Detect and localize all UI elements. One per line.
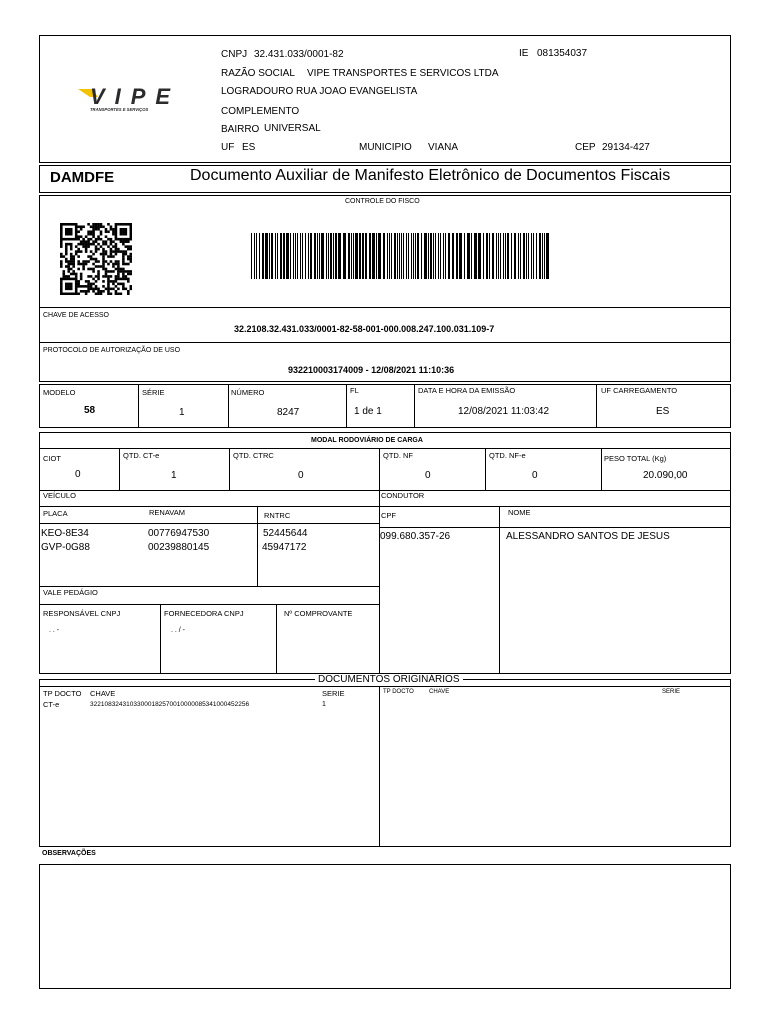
qtd-nfe-label: QTD. NF-e [489,451,526,460]
tp-docto-label: TP DOCTO [43,689,82,698]
divider [40,307,730,308]
modal-title: MODAL RODOVIÁRIO DE CARGA [311,437,423,444]
chave-label: CHAVE [90,689,116,698]
doc-serie-value: 1 [322,701,326,708]
responsavel-cnpj-value: . . - [49,627,60,634]
rntrc-value: 52445644 [263,528,308,539]
emissao-label: DATA E HORA DA EMISSÃO [418,386,516,395]
qtd-nf-label: QTD. NF [383,451,413,460]
observacoes-label: OBSERVAÇÕES [42,850,96,857]
controle-fisco-label: CONTROLE DO FISCO [345,198,420,205]
placa-label: PLACA [43,509,68,518]
uf-label: UF [221,142,235,153]
ident-row [39,384,731,428]
bairro-label: BAIRRO [221,124,260,135]
doc-chave-value: 32210832431033000182570010000085341000452256 [90,701,250,708]
barcode [251,233,551,279]
placa-value: GVP-0G88 [41,542,90,553]
chave-acesso-label: CHAVE DE ACESSO [43,312,110,319]
doc-tp-value: CT-e [43,700,60,709]
ciot-value: 0 [75,469,81,480]
ie-value: 081354037 [537,48,588,59]
modelo-label: MODELO [43,388,76,397]
fornecedora-cnpj-label: FORNECEDORA CNPJ [164,609,244,618]
company-logo [76,83,176,113]
doc-title: Documento Auxiliar de Manifesto Eletrônico de Documentos Fiscais [190,167,671,184]
protocolo-label: PROTOCOLO DE AUTORIZAÇÃO DE USO [43,347,181,354]
fornecedora-cnpj-value: . . / - [171,627,185,634]
fl-value: 1 de 1 [354,406,382,417]
placa-value: KEO-8E34 [41,528,89,539]
uf-carregamento-value: ES [656,406,670,417]
peso-label: PESO TOTAL (Kg) [604,454,667,463]
rntrc-value: 45947172 [262,542,307,553]
logradouro-label: LOGRADOURO [221,86,294,97]
bairro-value: UNIVERSAL [264,123,321,134]
complemento-label: COMPLEMENTO [221,106,300,117]
responsavel-cnpj-label: RESPONSÁVEL CNPJ [43,609,121,618]
cep-label: CEP [575,142,596,153]
razao-label: RAZÃO SOCIAL [221,68,295,79]
serie-label: SÉRIE [142,388,165,397]
cnpj-value: 32.431.033/0001-82 [254,49,344,60]
chave-label-right: CHAVE [429,689,450,695]
renavam-value: 00776947530 [148,528,210,539]
nome-label: NOME [508,508,531,517]
serie-value: 1 [179,407,185,418]
rntrc-label: RNTRC [264,511,291,520]
peso-value: 20.090,00 [643,470,688,481]
renavam-value: 00239880145 [148,542,210,553]
cpf-label: CPF [381,511,396,520]
qtd-cte-label: QTD. CT-e [123,451,160,460]
logo-wordmark: VIPE [90,84,170,109]
observacoes-box [39,864,731,989]
chave-acesso-value: 32.2108.32.431.033/0001-82-58-001-000.008.247.100.031.109-7 [234,324,495,334]
fl-label: FL [350,386,359,395]
qr-code [60,223,132,295]
numero-value: 8247 [277,407,300,418]
documentos-title: DOCUMENTOS ORIGINÁRIOS [315,675,463,685]
cep-value: 29134-427 [602,142,650,153]
cpf-value: 099.680.357-26 [380,531,451,542]
qtd-ctrc-value: 0 [298,470,304,481]
documentos-section [39,674,731,847]
condutor-label: CONDUTOR [381,491,425,500]
logo-subtext: TRANSPORTES E SERVIÇOS [90,107,149,112]
ie-label: IE [519,48,529,59]
comprovante-label: Nº COMPROVANTE [284,609,353,618]
doc-code: DAMDFE [50,169,115,186]
logradouro-value: RUA JOAO EVANGELISTA [296,86,418,97]
nome-value: ALESSANDRO SANTOS DE JESUS [506,531,670,542]
uf-carregamento-label: UF CARREGAMENTO [601,386,678,395]
modelo-value: 58 [84,405,96,416]
serie-label: SERIE [322,689,345,698]
qtd-cte-value: 1 [171,470,177,481]
ciot-label: CIOT [43,454,61,463]
municipio-value: VIANA [428,142,459,153]
municipio-label: MUNICIPIO [359,142,412,153]
qtd-nfe-value: 0 [532,470,538,481]
title-bar [39,165,731,193]
serie-label-right: SERIE [662,689,681,695]
emissao-value: 12/08/2021 11:03:42 [458,406,550,417]
protocolo-value: 932210003174009 - 12/08/2021 11:10:36 [288,365,455,375]
razao-value: VIPE TRANSPORTES E SERVICOS LTDA [307,68,499,79]
veiculo-label: VEÍCULO [43,491,76,500]
emitter-header [39,35,731,163]
fisco-section [39,195,731,382]
numero-label: NÚMERO [231,388,265,397]
vale-pedagio-label: VALE PEDÁGIO [43,588,98,597]
qtd-ctrc-label: QTD. CTRC [233,451,274,460]
modal-section [39,432,731,674]
qtd-nf-value: 0 [425,470,431,481]
cnpj-label: CNPJ [221,49,248,60]
uf-value: ES [242,142,256,153]
renavam-label: RENAVAM [149,508,185,517]
divider [40,342,730,343]
tp-docto-label-right: TP DOCTO [383,689,414,695]
